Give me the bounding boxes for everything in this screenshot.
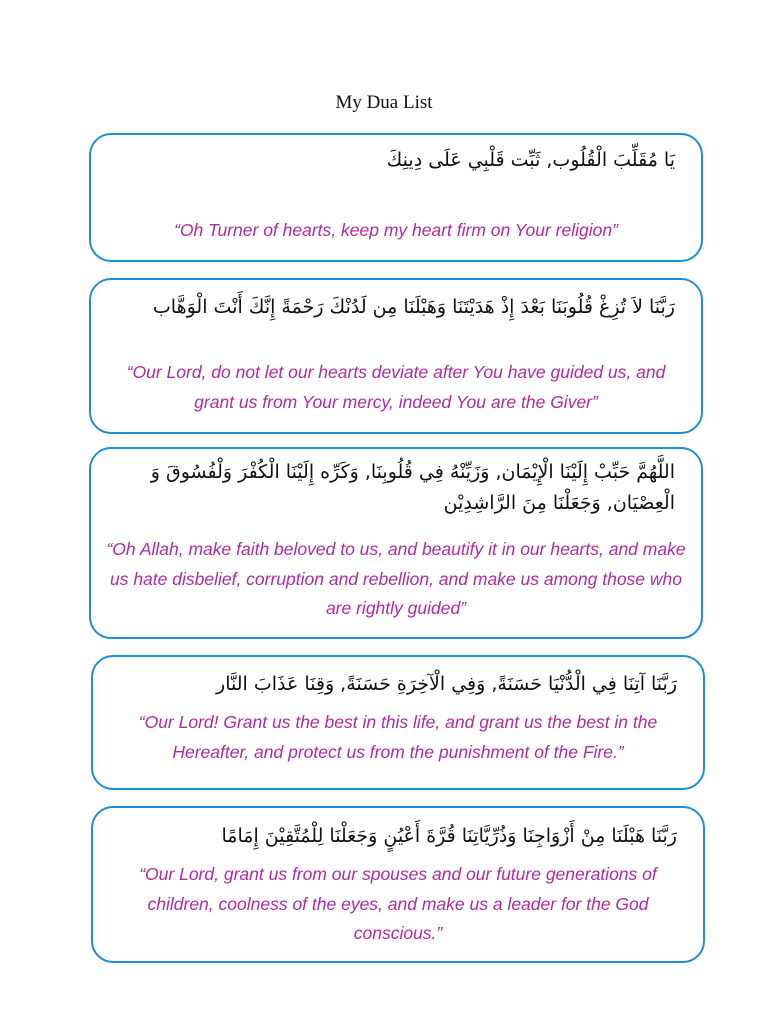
dua-arabic-text: يَا مُقَلِّبَ الْقُلُوب, ثَبِّت قَلْبِي عَلَى دِينِكَ (386, 149, 675, 171)
dua-card (89, 278, 703, 434)
dua-translation: “Our Lord, do not let our hearts deviate after You have guided us, and grant us from Your mercy, indeed You are the Giver” (126, 362, 666, 412)
dua-arabic-text: رَبَّنَا آتِنَا فِي الْدُّنْيَا حَسَنَةً, وَفِي الْآخِرَةِ حَسَنَةً, وَقِنَا عَذَابَ النَّار (216, 673, 677, 695)
dua-translation: “Oh Turner of hearts, keep my heart firm on Your religion” (174, 220, 618, 240)
dua-translation: “Oh Allah, make faith beloved to us, and beautify it in our hearts, and make us hate disbelief, corruption and rebellion, and make us among those who are rightly guided” (106, 539, 686, 618)
dua-card (89, 447, 703, 639)
dua-translation: “Our Lord! Grant us the best in this life, and grant us the best in the Hereafter, and protect us from the punishment of the Fire.” (138, 712, 658, 762)
dua-card (89, 133, 703, 262)
dua-arabic-text: رَبَّنَا هَبْلَنَا مِنْ أَزْوَاجِنَا وَذُرِّيَّاتِنَا قُرَّةَ أَعْيُنٍ وَجَعَلْنَا لِلْمُتَّقِيْنَ إِمَامًا (221, 825, 677, 847)
dua-arabic-text: رَبَّنَا لاَ تُزِغْ قُلُوبَنَا بَعْدَ إِذْ هَدَيْتَنَا وَهَبْلَنَا مِن لَدُنْكَ رَحْمَةً إِنَّكَ أَنْتَ الْوَهَّاب (152, 296, 675, 318)
dua-card (91, 806, 705, 963)
dua-card (91, 655, 705, 790)
dua-translation: “Our Lord, grant us from our spouses and our future generations of children, coolness of the eyes, and make us a leader for the God conscious.” (139, 864, 657, 943)
dua-arabic-text: اللَّهُمَّ حَبِّبْ إِلَيْنَا الْإِيْمَان, وَزَيِّنْهُ فِي قُلُوبِنَا, وَكَرِّه إِلَيْنَا الْكُفْرَ وَلْفُسُوقَ وَ الْعِصْيَان, وَجَعَلْنَا مِنَ الرَّاشِدِيْن (150, 461, 675, 514)
page-title: My Dua List (335, 92, 433, 113)
